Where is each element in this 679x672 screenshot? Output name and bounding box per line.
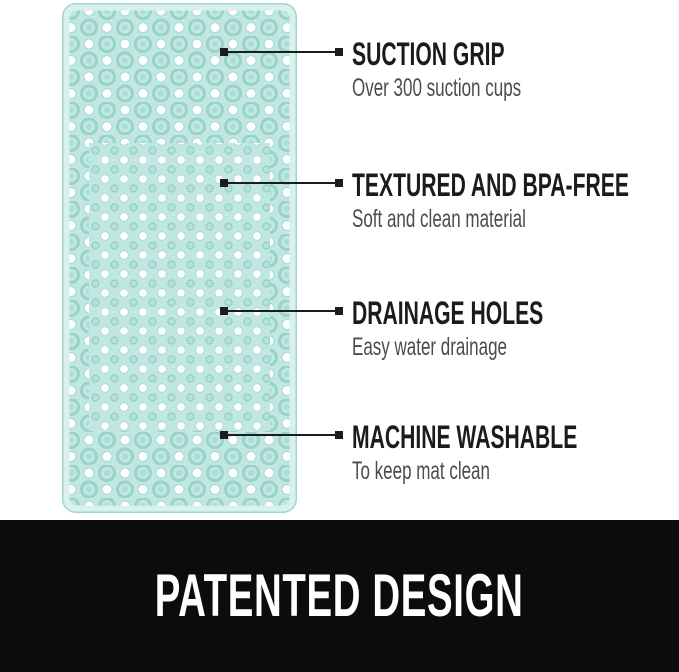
callout-title: MACHINE WASHABLE bbox=[352, 419, 578, 455]
callout-drainage bbox=[352, 297, 672, 361]
line-end-marker bbox=[220, 48, 228, 56]
callout-line-textured bbox=[222, 182, 341, 184]
callout-line-washable bbox=[222, 434, 341, 436]
line-end-marker bbox=[220, 179, 228, 187]
callout-title: SUCTION GRIP bbox=[352, 36, 505, 72]
callout-description: Easy water drainage bbox=[352, 332, 507, 361]
callout-textured bbox=[352, 169, 672, 233]
line-end-marker bbox=[220, 431, 228, 439]
patented-design-banner bbox=[0, 520, 679, 672]
callout-line-suction-grip bbox=[222, 51, 341, 53]
callout-title: TEXTURED AND BPA-FREE bbox=[352, 167, 629, 203]
line-end-marker bbox=[220, 307, 228, 315]
line-end-marker bbox=[335, 307, 343, 315]
callout-washable bbox=[352, 421, 672, 485]
callout-suction-grip bbox=[352, 38, 672, 102]
line-end-marker bbox=[335, 179, 343, 187]
line-end-marker bbox=[335, 48, 343, 56]
callout-description: Soft and clean material bbox=[352, 204, 526, 233]
bath-mat-graphic bbox=[62, 3, 297, 513]
callout-line-drainage bbox=[222, 310, 341, 312]
line-end-marker bbox=[335, 431, 343, 439]
banner-text: PATENTED DESIGN bbox=[155, 562, 524, 629]
callout-description: Over 300 suction cups bbox=[352, 73, 522, 102]
callout-description: To keep mat clean bbox=[352, 456, 490, 485]
bath-mat-image bbox=[62, 3, 297, 513]
callout-title: DRAINAGE HOLES bbox=[352, 295, 544, 331]
